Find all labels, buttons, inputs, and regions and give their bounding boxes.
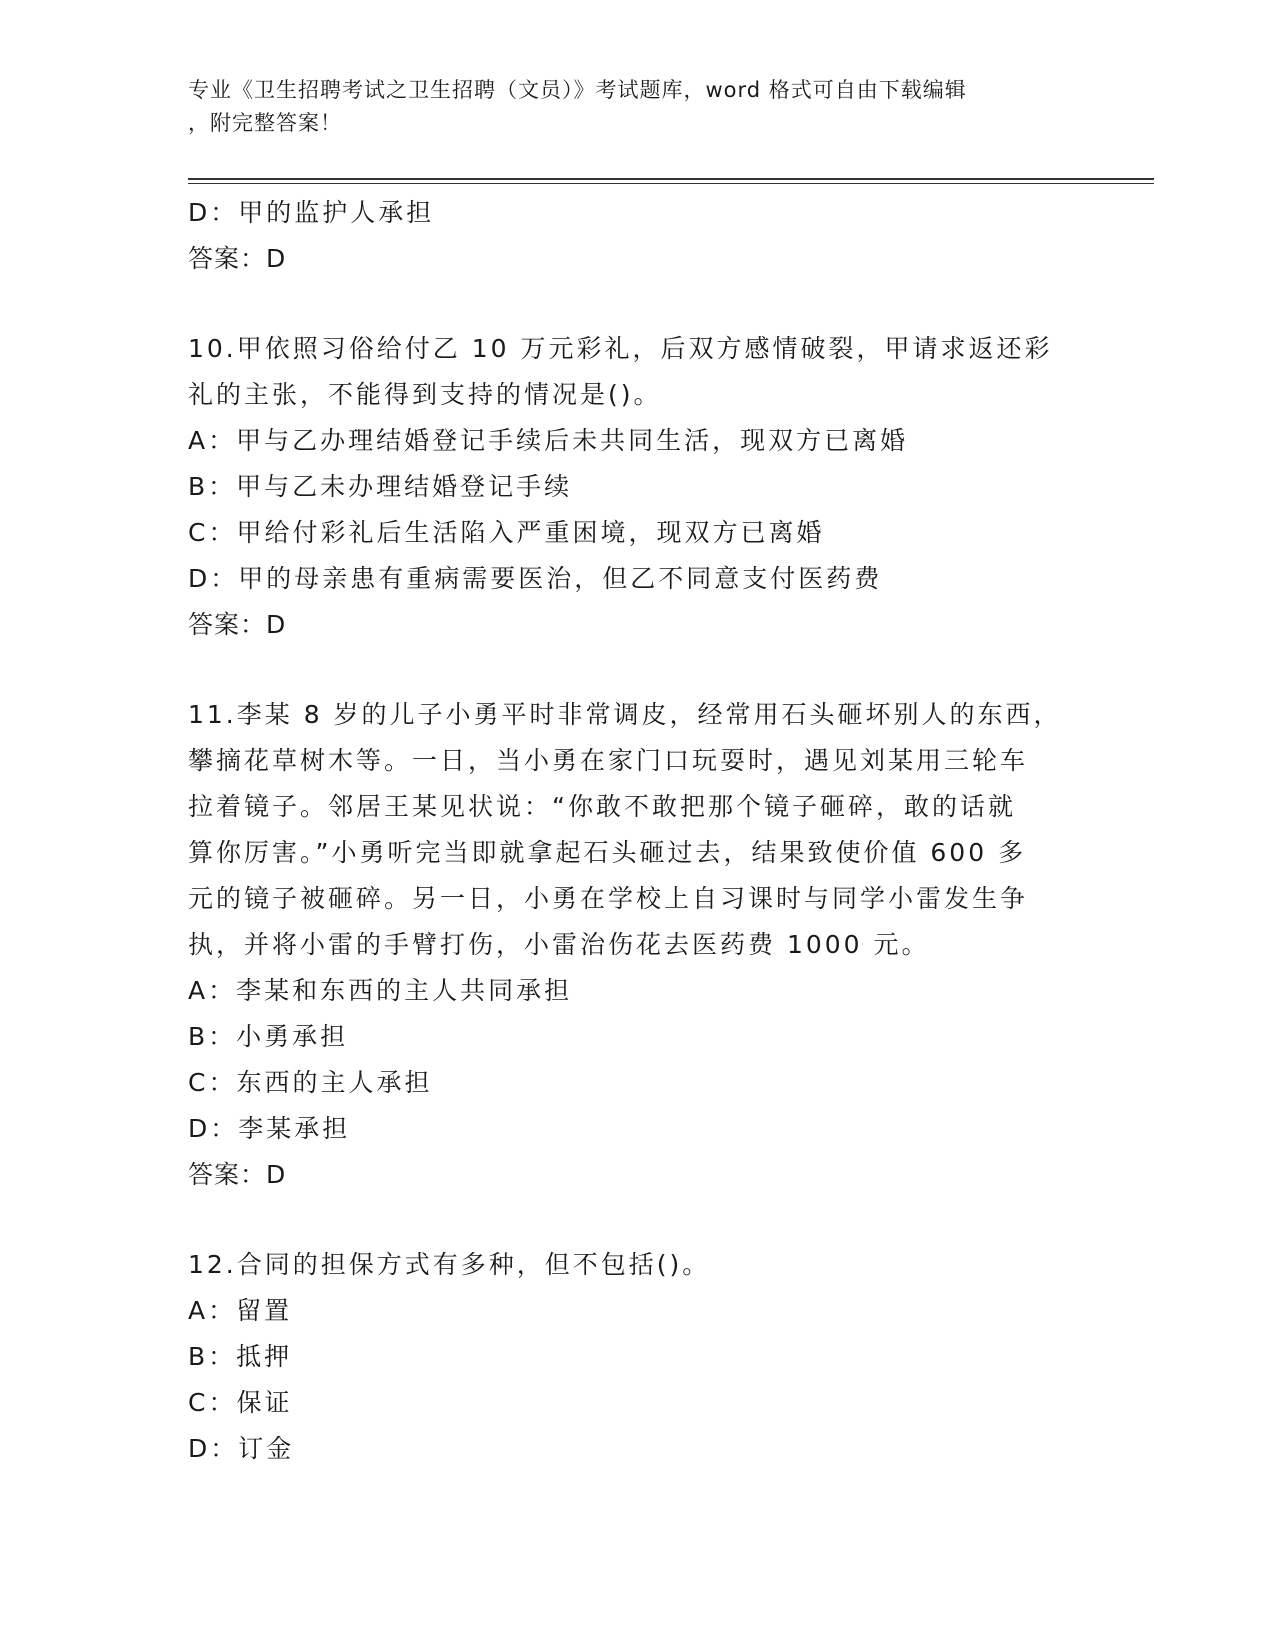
- option-b: B：甲与乙未办理结婚登记手续: [188, 472, 573, 501]
- question-stem: [188, 1242, 1068, 1288]
- question-stem: [188, 692, 1068, 968]
- question-stem-line: 攀摘花草树木等。一日，当小勇在家门口玩耍时，遇见刘某用三轮车: [188, 746, 1029, 775]
- header-divider-thin: [188, 183, 1154, 184]
- question-9-tail: [188, 190, 1068, 282]
- question-stem-line: 拉着镜子。邻居王某见状说：“你敢不敢把那个镜子砸碎，敢的话就: [188, 792, 1016, 821]
- option-c: C：甲给付彩礼后生活陷入严重困境，现双方已离婚: [188, 518, 825, 547]
- document-body: [188, 190, 1068, 1472]
- question-12: [188, 1242, 1068, 1472]
- header-divider-thick: [188, 178, 1154, 180]
- question-11: [188, 692, 1068, 1198]
- option-a: A：李某和东西的主人共同承担: [188, 976, 573, 1005]
- option-b: B：小勇承担: [188, 1022, 349, 1051]
- header-line-1: 专业《卫生招聘考试之卫生招聘（文员）》考试题库，word 格式可自由下载编辑: [188, 78, 967, 102]
- answer-line: 答案：D: [188, 1160, 287, 1189]
- answer-line: 答案：D: [188, 244, 287, 273]
- question-stem-line: 执，并将小雷的手臂打伤，小雷治伤花去医药费 1000 元。: [188, 930, 930, 959]
- option-d: D：甲的监护人承担: [188, 198, 435, 227]
- option-d: D：李某承担: [188, 1114, 351, 1143]
- option-a: A：甲与乙办理结婚登记手续后未共同生活，现双方已离婚: [188, 426, 909, 455]
- document-header: [188, 74, 1088, 140]
- option-a: A：留置: [188, 1296, 293, 1325]
- question-stem-line: 算你厉害。”小勇听完当即就拿起石头砸过去，结果致使价值 600 多: [188, 838, 1027, 867]
- header-line-2: ，附完整答案！: [188, 111, 342, 135]
- question-10: [188, 326, 1068, 648]
- question-stem-line: 元的镜子被砸碎。另一日，小勇在学校上自习课时与同学小雷发生争: [188, 884, 1029, 913]
- option-b: B：抵押: [188, 1342, 293, 1371]
- question-stem: [188, 326, 1068, 418]
- question-stem-line: 10.甲依照习俗给付乙 10 万元彩礼，后双方感情破裂，甲请求返还彩: [188, 334, 1053, 363]
- question-stem-line: 12.合同的担保方式有多种，但不包括()。: [188, 1250, 711, 1279]
- option-c: C：保证: [188, 1388, 293, 1417]
- answer-line: 答案：D: [188, 610, 287, 639]
- option-d: D：甲的母亲患有重病需要医治，但乙不同意支付医药费: [188, 564, 883, 593]
- question-stem-line: 11.李某 8 岁的儿子小勇平时非常调皮，经常用石头砸坏别人的东西，: [188, 700, 1062, 729]
- option-d: D：订金: [188, 1434, 295, 1463]
- question-stem-line: 礼的主张，不能得到支持的情况是()。: [188, 380, 662, 409]
- option-c: C：东西的主人承担: [188, 1068, 433, 1097]
